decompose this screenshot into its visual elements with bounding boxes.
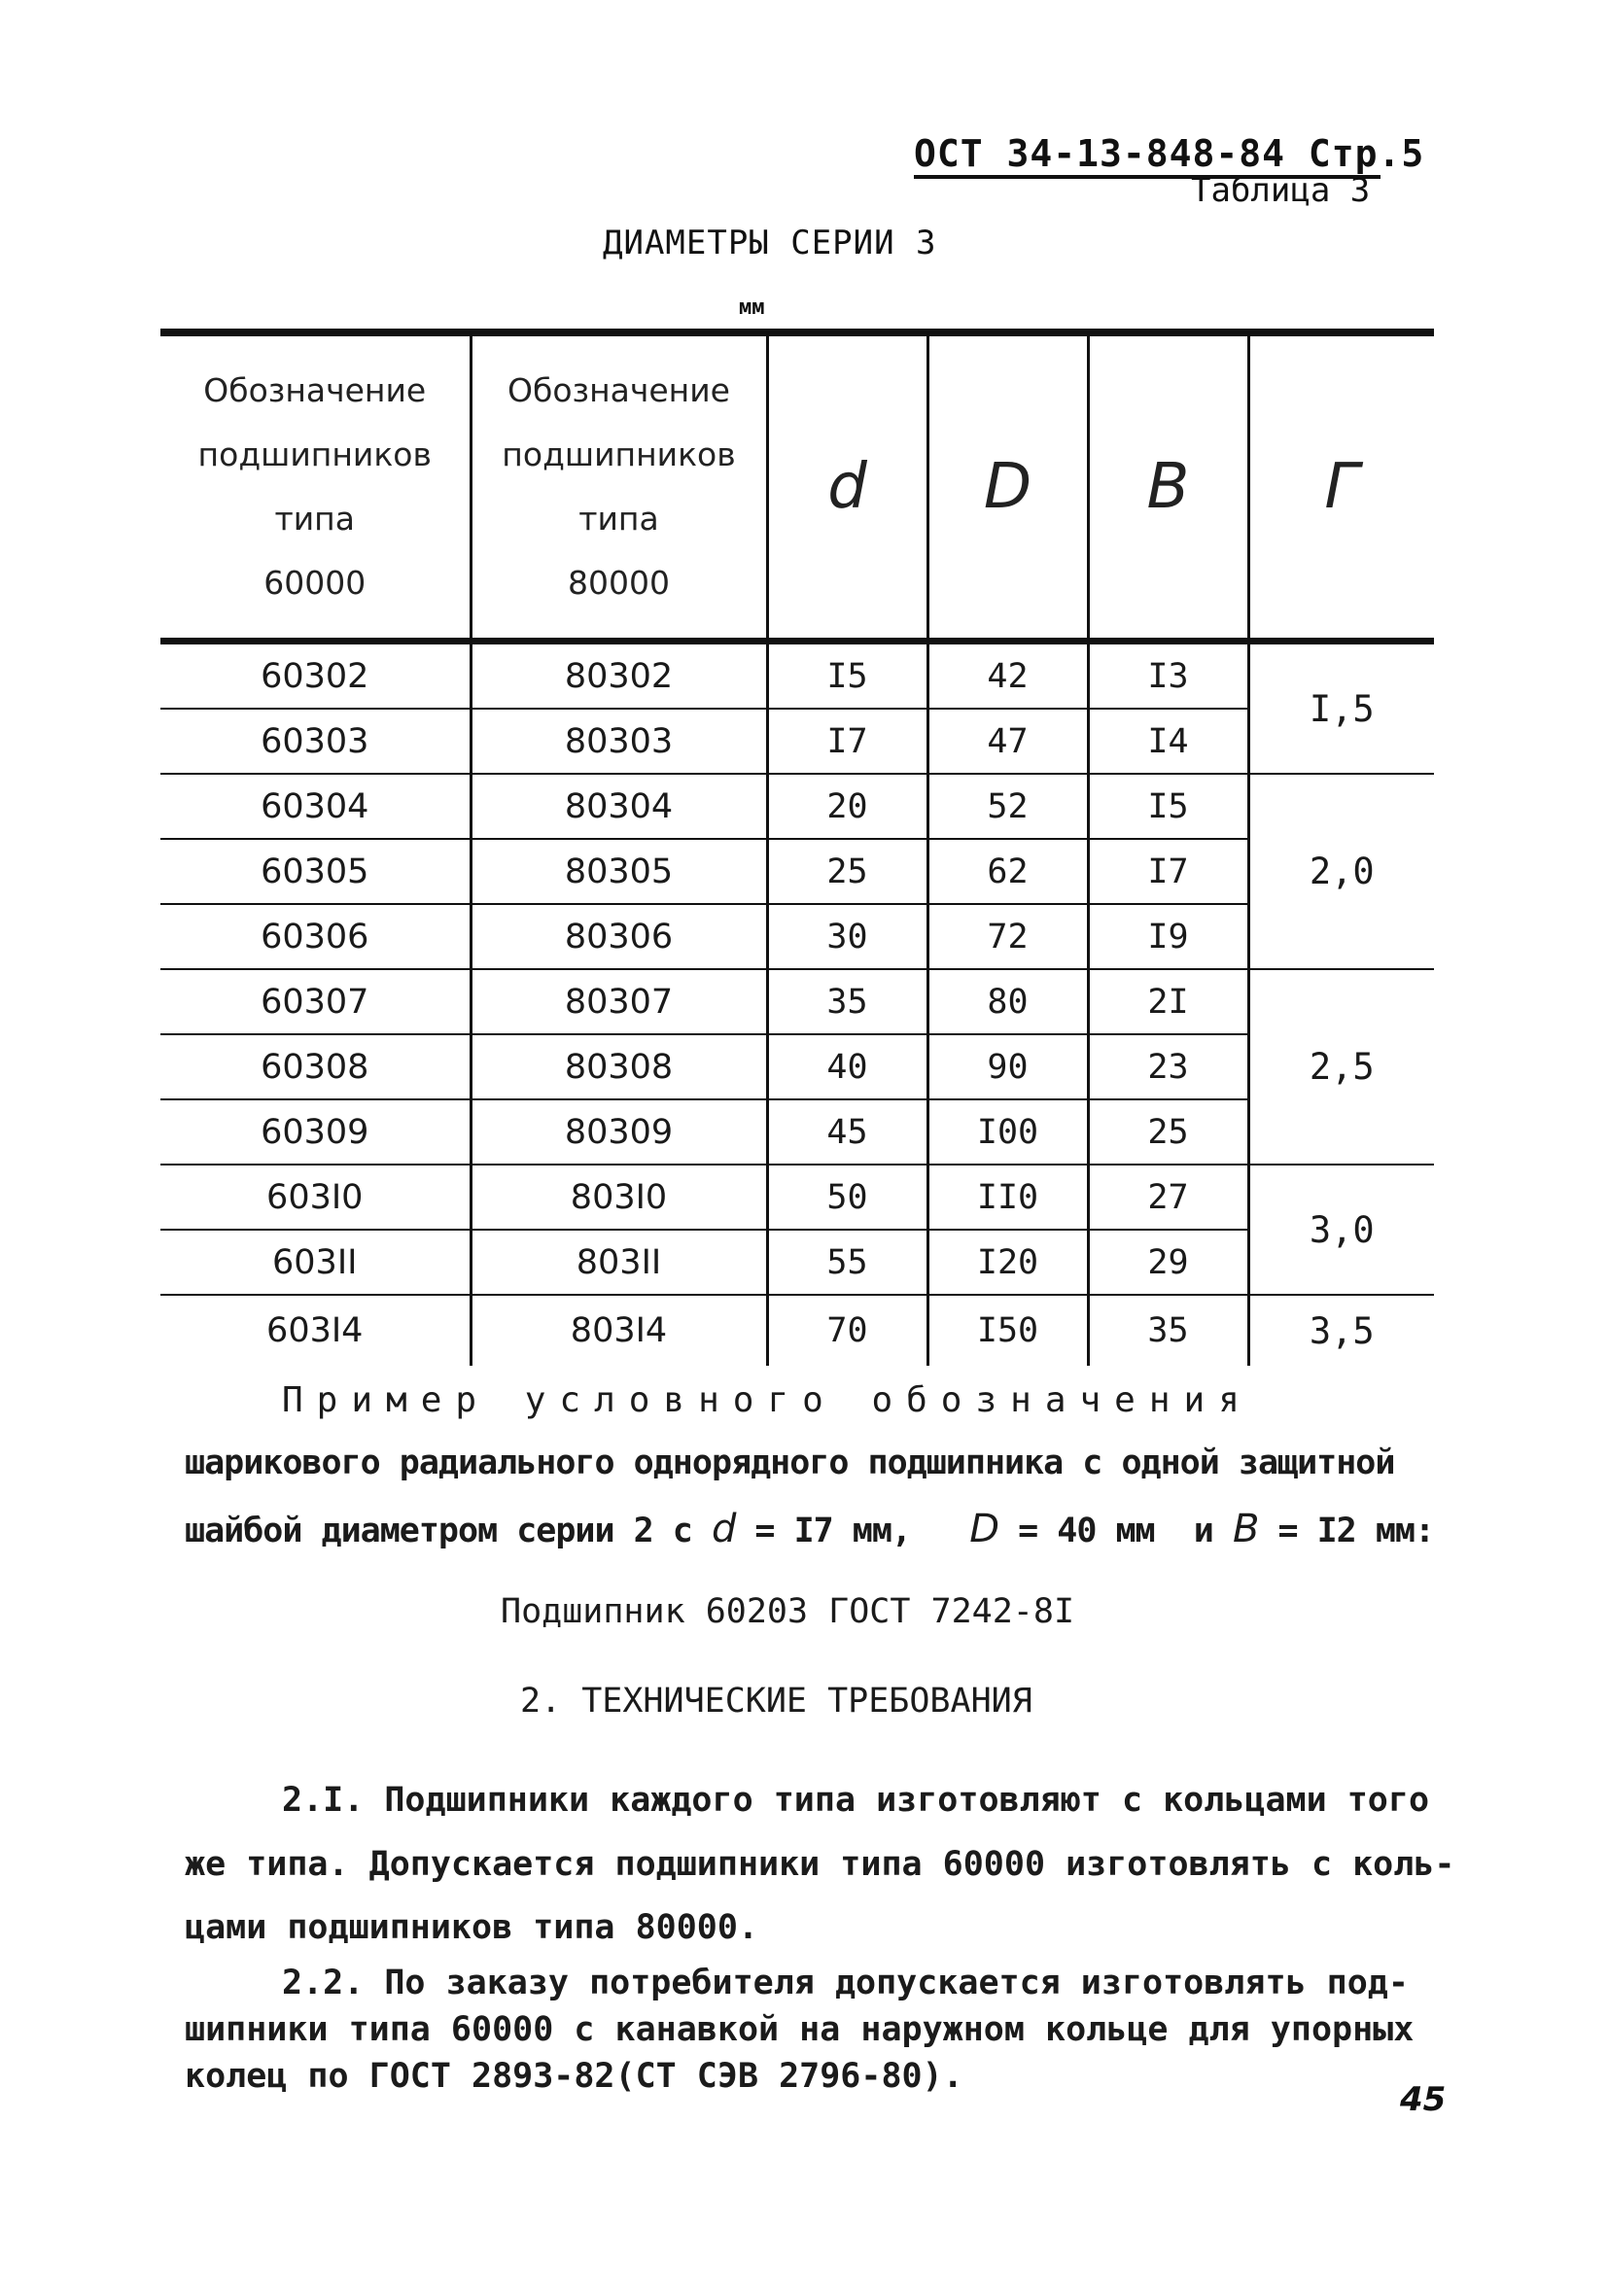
paragraph-line: 2.I. Подшипники каждого типа изготовляют с кольцами того xyxy=(282,1781,1430,1820)
cell-D: 80 xyxy=(927,969,1088,1034)
table-header-row xyxy=(160,332,1434,642)
cell-D: 47 xyxy=(927,709,1088,774)
cell-d: 30 xyxy=(767,904,927,969)
cell-r: I,5 xyxy=(1248,642,1434,775)
cell-r: 2,5 xyxy=(1248,969,1434,1165)
cell-B: 23 xyxy=(1088,1034,1248,1099)
cell-type-80000: 80303 xyxy=(471,709,767,774)
cell-type-80000: 80308 xyxy=(471,1034,767,1099)
table-row xyxy=(160,642,1434,710)
paragraph-line: колец по ГОСТ 2893-82(СТ СЭВ 2796-80). xyxy=(185,2057,963,2096)
page-number: 45 xyxy=(1400,2080,1447,2119)
cell-type-80000: 803II xyxy=(471,1230,767,1295)
table-row xyxy=(160,969,1434,1034)
cell-B: I7 xyxy=(1088,839,1248,904)
cell-D: I20 xyxy=(927,1230,1088,1295)
cell-type-80000: 80305 xyxy=(471,839,767,904)
cell-d: 40 xyxy=(767,1034,927,1099)
cell-B: I9 xyxy=(1088,904,1248,969)
cell-type-60000: 60302 xyxy=(160,642,471,710)
table-row xyxy=(160,839,1434,904)
cell-type-60000: 60306 xyxy=(160,904,471,969)
cell-D: II0 xyxy=(927,1165,1088,1230)
cell-B: 2I xyxy=(1088,969,1248,1034)
header-r: Г xyxy=(1248,332,1434,642)
cell-B: I5 xyxy=(1088,774,1248,839)
cell-type-80000: 80307 xyxy=(471,969,767,1034)
cell-d: 35 xyxy=(767,969,927,1034)
table-row xyxy=(160,709,1434,774)
table-row xyxy=(160,1295,1434,1366)
paragraph-line: же типа. Допускается подшипники типа 60000 изготовлять с коль- xyxy=(185,1845,1455,1884)
section-title: 2. ТЕХНИЧЕСКИЕ ТРЕБОВАНИЯ xyxy=(520,1682,1032,1721)
cell-d: 45 xyxy=(767,1099,927,1165)
cell-D: I50 xyxy=(927,1295,1088,1366)
cell-D: 72 xyxy=(927,904,1088,969)
table-row xyxy=(160,1230,1434,1295)
cell-B: 25 xyxy=(1088,1099,1248,1165)
cell-type-80000: 80302 xyxy=(471,642,767,710)
cell-type-60000: 603II xyxy=(160,1230,471,1295)
table-row xyxy=(160,1034,1434,1099)
example-text-line: шайбой диаметром серии 2 с d = I7 мм, D = 40 мм и B = I2 мм: xyxy=(185,1507,1435,1551)
table-label: Таблица 3 xyxy=(1191,171,1371,210)
example-text-line: шарикового радиального однорядного подшипника с одной защитной xyxy=(185,1444,1395,1482)
cell-d: 50 xyxy=(767,1165,927,1230)
cell-d: 20 xyxy=(767,774,927,839)
cell-B: I3 xyxy=(1088,642,1248,710)
cell-type-80000: 80304 xyxy=(471,774,767,839)
cell-type-80000: 803I4 xyxy=(471,1295,767,1366)
symbol-d: d xyxy=(711,1507,736,1551)
header-d: d xyxy=(767,332,927,642)
cell-d: 70 xyxy=(767,1295,927,1366)
cell-type-60000: 60305 xyxy=(160,839,471,904)
header-D: D xyxy=(927,332,1088,642)
cell-D: 42 xyxy=(927,642,1088,710)
cell-type-80000: 803I0 xyxy=(471,1165,767,1230)
units-label: мм xyxy=(739,296,765,320)
paragraph-line: 2.2. По заказу потребителя допускается изготовлять под- xyxy=(282,1964,1409,2002)
cell-type-60000: 60303 xyxy=(160,709,471,774)
cell-d: 25 xyxy=(767,839,927,904)
table-title: ДИАМЕТРЫ СЕРИИ 3 xyxy=(603,224,937,262)
cell-type-60000: 60308 xyxy=(160,1034,471,1099)
cell-B: 27 xyxy=(1088,1165,1248,1230)
bearing-diameters-table xyxy=(160,329,1434,1366)
document-code: ОСТ 34-13-848-84 Стр.5 xyxy=(914,132,1425,175)
cell-type-60000: 603I4 xyxy=(266,1311,364,1350)
cell-type-80000: 80306 xyxy=(471,904,767,969)
cell-D: 62 xyxy=(927,839,1088,904)
cell-B: 35 xyxy=(1088,1295,1248,1366)
cell-D: I00 xyxy=(927,1099,1088,1165)
cell-type-60000: 603I0 xyxy=(160,1165,471,1230)
cell-type-60000: 60309 xyxy=(160,1099,471,1165)
cell-d: 55 xyxy=(767,1230,927,1295)
header-type-60000: Обозначение подшипников типа 60000 xyxy=(160,332,471,642)
paragraph-line: шипники типа 60000 с канавкой на наружном кольце для упорных xyxy=(185,2010,1415,2049)
table-row xyxy=(160,904,1434,969)
table-row xyxy=(160,774,1434,839)
header-type-80000: Обозначение подшипников типа 80000 xyxy=(471,332,767,642)
table-row xyxy=(160,1099,1434,1165)
cell-type-80000: 80309 xyxy=(471,1099,767,1165)
symbol-D: D xyxy=(969,1507,999,1551)
cell-type-60000: 60304 xyxy=(160,774,471,839)
cell-B: I4 xyxy=(1088,709,1248,774)
example-designation: Подшипник 60203 ГОСТ 7242-8I xyxy=(501,1592,1075,1631)
cell-d: I7 xyxy=(767,709,927,774)
cell-D: 90 xyxy=(927,1034,1088,1099)
cell-type-60000: 60307 xyxy=(160,969,471,1034)
example-heading: Пример условного обозначения xyxy=(282,1380,1253,1420)
cell-D: 52 xyxy=(927,774,1088,839)
table-row xyxy=(160,1165,1434,1230)
cell-r: 2,0 xyxy=(1248,774,1434,969)
cell-r: 3,0 xyxy=(1248,1165,1434,1295)
header-B: B xyxy=(1088,332,1248,642)
paragraph-line: цами подшипников типа 80000. xyxy=(185,1908,759,1947)
cell-d: I5 xyxy=(767,642,927,710)
cell-r: 3,5 xyxy=(1248,1295,1434,1366)
cell-B: 29 xyxy=(1088,1230,1248,1295)
symbol-B: B xyxy=(1232,1507,1259,1551)
